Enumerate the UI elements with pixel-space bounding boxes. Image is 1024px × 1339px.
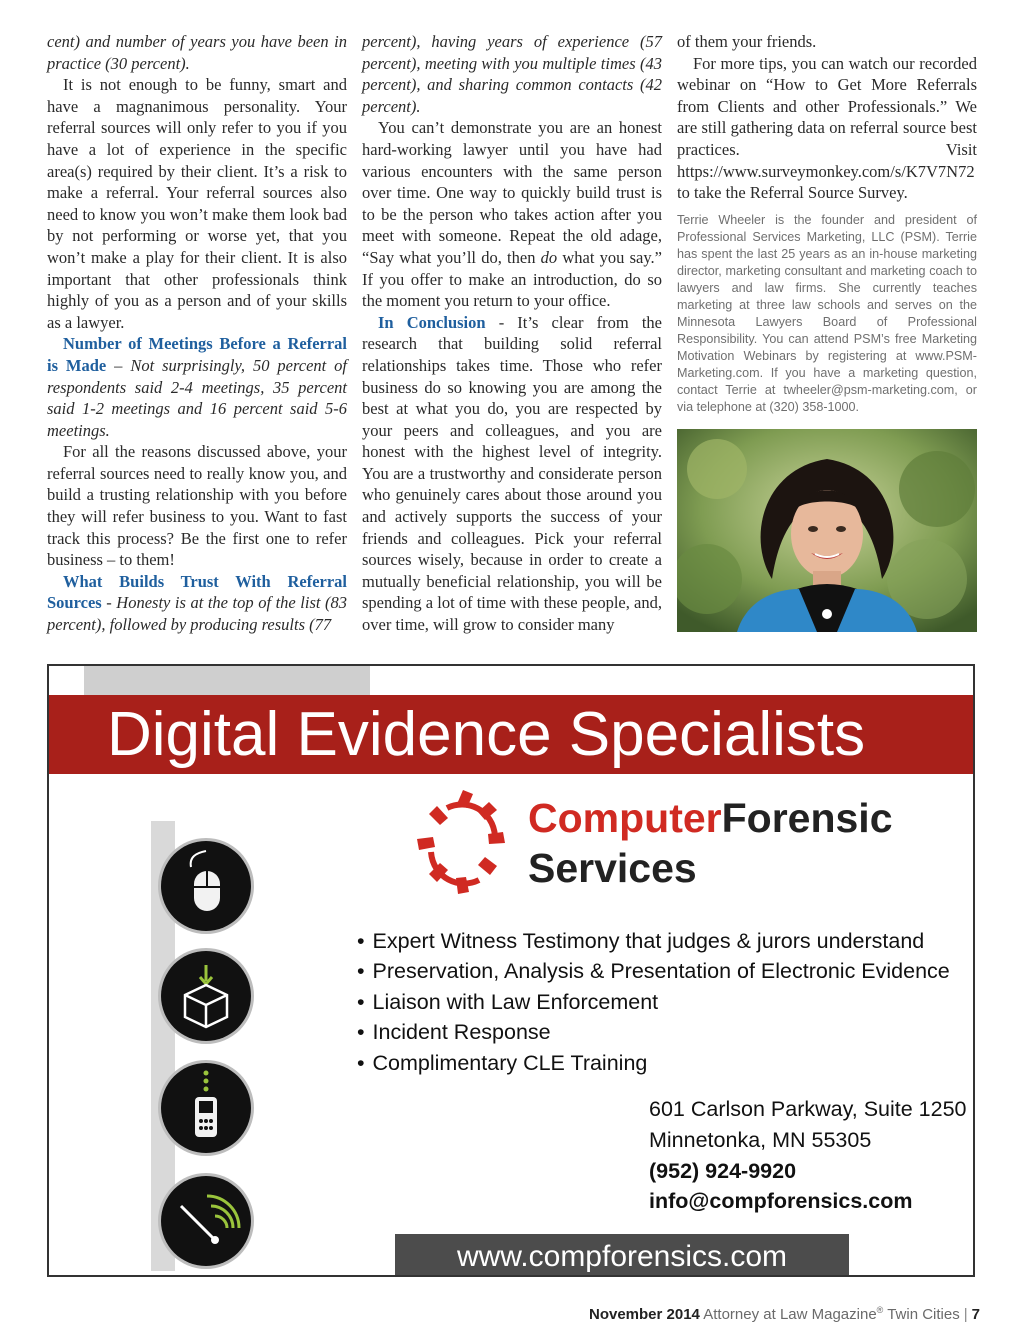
mouse-icon: [161, 841, 251, 931]
paragraph: For all the reasons discussed above, your referral sources need to really know you, and build a trusting relationship with you before they will refer business to you. Want to fast track this process? Be the first one to refer business – to them!: [47, 442, 347, 570]
paragraph: [47, 333, 347, 441]
phone-number: (952) 924-9920: [649, 1158, 797, 1183]
address-line-1: 601 Carlson Parkway, Suite 1250: [649, 1097, 967, 1121]
footer-separator: |: [963, 1306, 968, 1323]
section-heading: In Conclusion: [378, 312, 486, 332]
page-footer: [589, 1305, 980, 1323]
author-bio: Terrie Wheeler is the founder and president of Professional Services Marketing, LLC (PSM). Terrie has spent the last 25 years as an in-house marketing director, marketing consultant and marketing coach to lawyers and law firms. She currently teaches marketing at three law schools and serves on the Minnesota Lawyers Board of Professional Responsibility. You can attend PSM’s free Marketing Motivation Webinars by registering at www.PSM-Marketing.com. If you have a marketing question, contact Terrie at twheeler@psm-marketing.com, or via telephone at (320) 358-1000.: [677, 213, 977, 414]
author-portrait-illustration: [677, 429, 977, 632]
list-item: • Expert Witness Testimony that judges & jurors understand: [357, 926, 950, 956]
issue-date: November 2014: [588, 1306, 700, 1323]
article-column-3: [677, 31, 977, 204]
email-address[interactable]: info@compforensics.com: [649, 1189, 913, 1214]
paragraph: [362, 117, 662, 311]
paragraph: It is not enough to be funny, smart and have a magnanimous personality. Your referral sources will only refer to you if you have a lot of experience in the specific area(s) required by their client. It’s a risk to make a referral. Your referral sources also need to know you won’t make them look bad by not performing or worse yet, that you won’t make a play for their client. It is also important that other professionals think highly of you as a person and of your skills as a lawyer.: [47, 75, 347, 332]
paragraph: For more tips, you can watch our recorded webinar on “How to Get More Referrals from Clients and other Professionals.” We are still gathering data on referral source best practices. Visit https://www.surveymonkey.com/s/K7V7N72 to take the Referral Source Survey.: [677, 53, 977, 203]
paragraph-text: It’s clear from the research that building solid referral relationships takes time. Those who refer business do so knowing you are among the best at what you do, you are respected by your peers and colleagues, and you are honest with the highest level of integrity. You are a trustworthy and considerate person who genuinely cares about those around you and actively supports the success of your friends and colleagues. Pick your referral sources wisely, because in order to create a mutually beneficial relationship, you will be spending a lot of time with these people, and, over time, will grow to consider many: [362, 312, 662, 635]
services-list: [357, 926, 950, 1078]
author-photo: [677, 429, 977, 632]
company-name: [528, 794, 893, 842]
mobile-phone-icon: [161, 1063, 251, 1153]
ad-headline: Digital Evidence Specialists: [107, 700, 866, 769]
ad-header-tab: [84, 666, 370, 696]
paragraph-text: Honesty is at the top of the list (83 percent), followed by producing results (77: [47, 593, 347, 635]
section-heading: Number of Meetings Before a Referral is Made: [47, 334, 347, 375]
paragraph: percent), having years of experience (57 percent), meeting with you multiple times (43 percent), and sharing common contacts (42 percent).: [362, 32, 662, 116]
separator: –: [106, 355, 131, 375]
magazine-name: Attorney at Law Magazine: [703, 1306, 877, 1323]
separator: -: [101, 593, 117, 613]
paragraph-text: what you say.” If you offer to make an introduction, do so the moment you return to your office.: [362, 247, 663, 311]
contact-block: [649, 1094, 967, 1217]
paragraph: [362, 312, 662, 636]
paragraph: [47, 571, 347, 636]
box-download-icon: [161, 951, 251, 1041]
list-item: • Incident Response: [357, 1017, 950, 1047]
company-name-part1: Computer: [528, 795, 722, 841]
advertisement: [47, 664, 975, 1277]
paragraph-text: Not surprisingly, 50 percent of respondents said 2-4 meetings, 35 percent said 1-2 meetings and 16 percent said 5-6 meetings.: [47, 355, 347, 440]
list-item: • Preservation, Analysis & Presentation of Electronic Evidence: [357, 956, 950, 986]
section-heading: What Builds Trust With Referral Sources: [47, 571, 347, 613]
registered-mark: ®: [876, 1305, 884, 1315]
address-line-2: Minnetonka, MN 55305: [649, 1127, 872, 1152]
wireless-signal-icon: [161, 1176, 251, 1266]
edition-name: Twin Cities: [887, 1306, 960, 1323]
company-logo-icon: [407, 784, 519, 904]
list-item: • Liaison with Law Enforcement: [357, 987, 950, 1017]
paragraph-text: You can’t demonstrate you are an honest hard-working lawyer until you have had various encounters with the same person over time. One way to quickly build trust is to be the person who takes action after you meet with someone. Repeat the old adage, “Say what you’ll do, then: [362, 118, 662, 267]
company-name-part2: Forensic: [721, 795, 893, 841]
separator: -: [485, 312, 518, 332]
emphasis: do: [540, 247, 558, 267]
list-item: • Complimentary CLE Training: [357, 1048, 950, 1078]
website-url[interactable]: www.compforensics.com: [395, 1234, 849, 1277]
paragraph: cent) and number of years you have been in practice (30 percent).: [47, 32, 347, 73]
company-name-line2: Services: [528, 845, 697, 891]
article-column-2: [362, 31, 662, 636]
article-column-1: [47, 31, 347, 636]
page-number: 7: [971, 1306, 980, 1323]
paragraph: of them your friends.: [677, 32, 817, 51]
